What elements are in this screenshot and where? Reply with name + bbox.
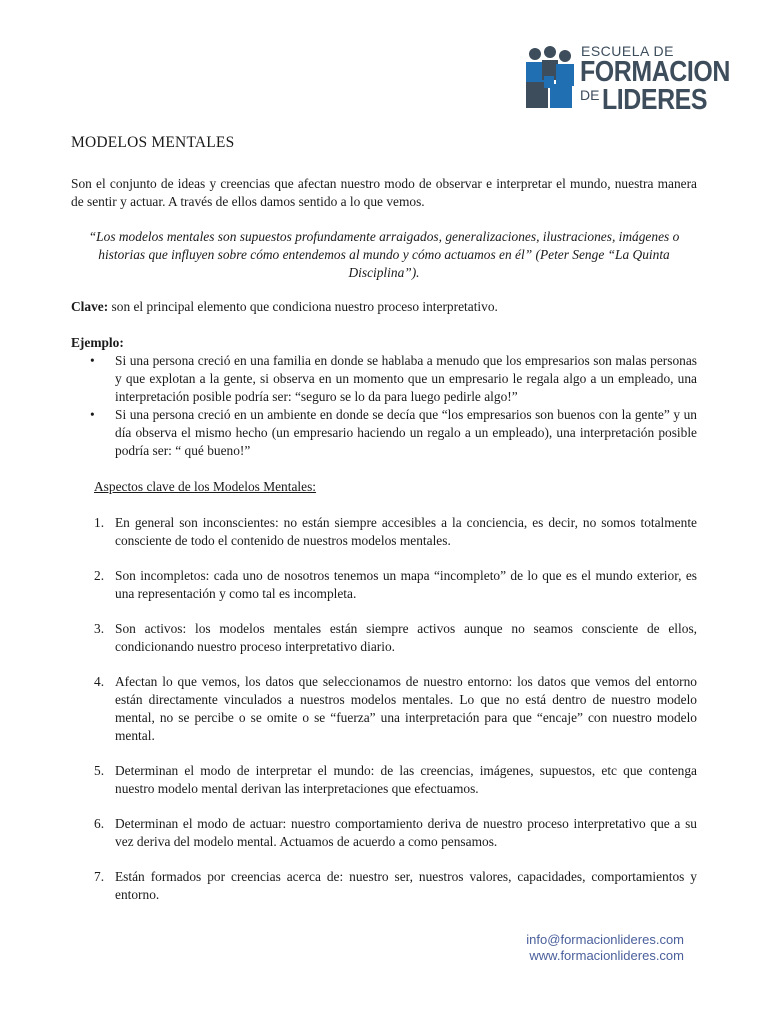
logo-line-1: ESCUELA DE — [581, 43, 674, 59]
item-number: 5. — [94, 763, 105, 778]
list-item-text: Están formados por creencias acerca de: nuestro ser, nuestros valores, capacidades, comportamientos y entorno. — [115, 869, 697, 902]
list-item-text: Afectan lo que vemos, los datos que seleccionamos de nuestro entorno: los datos que vemos del entorno están directamente vinculados a nuestros modelos mentales. Lo que no está dentro de nuestro modelo mental, no se percibe o se omite o se “fuerza” una interpretación para que “encaje” con nuestro modelo mental. — [115, 674, 697, 743]
item-number: 7. — [94, 869, 105, 884]
item-number: 6. — [94, 816, 105, 831]
list-item — [71, 815, 697, 851]
school-logo — [522, 42, 730, 116]
item-number: 2. — [94, 568, 105, 583]
ejemplo-list — [71, 352, 697, 460]
list-item — [71, 868, 697, 904]
list-item — [71, 514, 697, 550]
list-item-text: Determinan el modo de actuar: nuestro comportamiento deriva de nuestro proceso interpretativo que a su vez deriva del modelo mental. Actuamos de acuerdo a como pensamos. — [115, 816, 697, 849]
clave-paragraph — [71, 298, 697, 316]
item-number: 4. — [94, 674, 105, 689]
list-item-text: Son activos: los modelos mentales están siempre activos aunque no seamos consciente de ellos, condicionando nuestro proceso interpretativo diario. — [115, 621, 697, 654]
intro-paragraph: Son el conjunto de ideas y creencias que afectan nuestro modo de observar e interpretar el mundo, nuestra manera de sentir y actuar. A través de ellos damos sentido a lo que vemos. — [71, 176, 697, 209]
list-item-text: Si una persona creció en un ambiente en donde se decía que “los empresarios son buenos con la gente” y un día observa el mismo hecho (un empresario haciendo un regalo a un empleado), una interpretación posible podría ser: “ qué bueno!” — [115, 407, 697, 458]
clave-label: Clave: — [71, 299, 109, 314]
list-item-text: Si una persona creció en una familia en donde se hablaba a menudo que los empresarios son malas personas y que explotan a la gente, si observa en un momento que un empresario le regala algo a un empleado, una interpretación posible podría ser: “seguro se lo da para luego pedirle algo!” — [115, 353, 697, 404]
page-title: MODELOS MENTALES — [71, 134, 235, 151]
aspects-list — [71, 514, 697, 904]
item-number: 3. — [94, 621, 105, 636]
list-item — [71, 762, 697, 798]
clave-text: son el principal elemento que condiciona nuestro proceso interpretativo. — [108, 299, 498, 314]
footer-email-link[interactable]: info@formacionlideres.com — [526, 932, 684, 947]
list-item — [71, 406, 697, 460]
footer-web-link[interactable]: www.formacionlideres.com — [529, 948, 684, 963]
bullet-glyph: • — [90, 353, 95, 368]
logo-line-3 — [580, 86, 725, 115]
bullet-glyph: • — [90, 407, 95, 422]
quote-paragraph: “Los modelos mentales son supuestos profundamente arraigados, generalizaciones, ilustraciones, imágenes o historias que influyen sobre cómo entendemos al mundo y cómo actuamos en él” (Peter Senge “La Quinta Disciplina”). — [88, 229, 680, 280]
list-item-text: En general son inconscientes: no están siempre accesibles a la conciencia, es decir, no somos totalmente consciente de todo el contenido de nuestros modelos mentales. — [115, 515, 697, 548]
list-item — [71, 352, 697, 406]
logo-line-2: FORMACION — [580, 56, 730, 88]
logo-line-3-small: DE — [580, 87, 600, 103]
logo-line-3-big: LIDERES — [602, 84, 708, 116]
list-item-text: Determinan el modo de interpretar el mundo: de las creencias, imágenes, supuestos, etc que contenga nuestro modelo mental derivan las interpretaciones que efectuamos. — [115, 763, 697, 796]
list-item — [71, 673, 697, 745]
list-item — [71, 567, 697, 603]
document-body — [71, 134, 697, 921]
list-item — [71, 620, 697, 656]
ejemplo-label: Ejemplo: — [71, 335, 124, 350]
footer-contact — [470, 932, 684, 964]
list-item-text: Son incompletos: cada uno de nosotros tenemos un mapa “incompleto” de lo que es el mundo exterior, es una representación y como tal es incompleta. — [115, 568, 697, 601]
aspects-heading: Aspectos clave de los Modelos Mentales: — [94, 479, 317, 494]
people-logo-icon — [522, 46, 578, 110]
item-number: 1. — [94, 515, 105, 530]
